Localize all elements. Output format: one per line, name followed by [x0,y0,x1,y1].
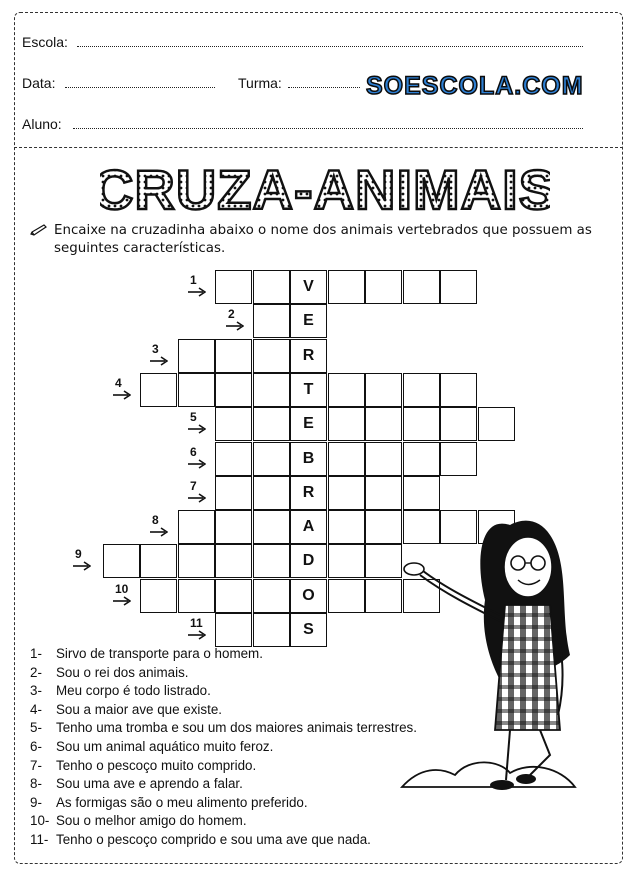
class-line[interactable] [288,87,360,88]
key-letter: T [303,380,314,398]
clue-text: Sou um animal aquático muito feroz. [56,738,274,754]
crossword-cell[interactable] [140,373,177,407]
arrow-right-icon [226,321,244,331]
crossword-cell[interactable] [328,579,365,613]
clue-text: Sou a maior ave que existe. [56,701,222,717]
arrow-right-icon [188,424,206,434]
key-letter: V [303,278,314,295]
clue-number: 6- [30,738,42,754]
site-logo: SOESCOLA.COM [366,72,584,100]
crossword-cell[interactable] [215,270,252,304]
key-letter-cell [290,270,327,304]
crossword-cell[interactable] [403,373,440,407]
clue-item [30,831,530,850]
key-letter-cell [290,442,327,476]
crossword-cell[interactable] [440,373,477,407]
crossword-cell[interactable] [253,579,290,613]
crossword-cell[interactable] [103,544,140,578]
crossword-cell[interactable] [253,544,290,578]
clue-number: 7- [30,757,42,773]
class-label: Turma: [238,75,282,91]
crossword-cell[interactable] [440,270,477,304]
pencil-icon [30,224,48,236]
clue-text: Sou o rei dos animais. [56,664,189,680]
crossword-cell[interactable] [478,407,515,441]
crossword-cell[interactable] [215,373,252,407]
arrow-right-icon [188,493,206,503]
crossword-cell[interactable] [365,544,402,578]
crossword-cell[interactable] [253,510,290,544]
crossword-cell[interactable] [328,510,365,544]
key-letter-cell [290,579,327,613]
crossword-cell[interactable] [403,270,440,304]
row-number: 9 [75,547,82,562]
school-label: Escola: [22,34,68,50]
clue-text: As formigas são o meu alimento preferido. [56,794,308,810]
crossword-cell[interactable] [215,579,252,613]
clue-text: Tenho o pescoço muito comprido. [56,757,257,773]
page-title [100,155,550,220]
crossword-cell[interactable] [253,442,290,476]
crossword-cell[interactable] [365,373,402,407]
row-number: 1 [190,273,197,287]
crossword-cell[interactable] [440,442,477,476]
arrow-right-icon [113,390,131,400]
clue-number: 5- [30,720,42,736]
key-letter-cell [290,544,327,578]
row-number: 8 [152,513,159,528]
crossword-cell[interactable] [328,476,365,510]
class-field [238,75,282,91]
key-letter: R [302,483,315,501]
crossword-cell[interactable] [328,270,365,304]
crossword-cell[interactable] [140,544,177,578]
crossword-cell[interactable] [215,476,252,510]
key-letter: A [302,518,315,536]
crossword-cell[interactable] [403,442,440,476]
crossword-cell[interactable] [178,579,215,613]
clue-number: 10- [30,813,50,829]
arrow-right-icon [150,527,168,537]
crossword-cell[interactable] [365,579,402,613]
clue-text: Sirvo de transporte para o homem. [56,646,263,661]
crossword-cell[interactable] [365,442,402,476]
school-field [22,34,68,50]
key-letter-cell [290,476,327,510]
student-line[interactable] [73,128,583,129]
crossword-cell[interactable] [403,407,440,441]
clue-text: Meu corpo é todo listrado. [56,683,211,699]
key-letter-cell [290,304,327,338]
row-number: 3 [152,341,159,356]
crossword-cell[interactable] [215,442,252,476]
row-number: 6 [190,444,197,459]
girl-illustration [400,505,580,810]
crossword-cell[interactable] [178,339,215,373]
clue-number: 2- [30,664,42,680]
key-letter: S [303,621,314,638]
crossword-cell[interactable] [215,544,252,578]
student-field [22,116,62,132]
crossword-cell[interactable] [365,407,402,441]
key-letter-cell [290,613,327,647]
key-letter: O [302,586,315,604]
crossword-cell[interactable] [140,579,177,613]
clue-text: Tenho o pescoço comprido e sou uma ave que nada. [56,831,371,847]
clue-number: 3- [30,683,42,699]
school-line[interactable] [77,46,583,47]
date-line[interactable] [65,87,215,88]
key-letter: E [303,415,314,433]
crossword-cell[interactable] [178,510,215,544]
crossword-cell[interactable] [253,407,290,441]
arrow-right-icon [188,287,206,297]
key-letter-cell [290,339,327,373]
student-label: Aluno: [22,116,62,132]
instruction-text: Encaixe na cruzadinha abaixo o nome dos animais vertebrados que possuem as seguintes características. [54,223,592,256]
crossword-cell[interactable] [215,407,252,441]
clue-number: 1- [30,646,42,661]
clue-number: 8- [30,776,42,792]
date-field [22,75,55,91]
arrow-right-icon [150,356,168,366]
row-number: 7 [190,478,197,493]
clue-number: 9- [30,794,42,810]
crossword-cell[interactable] [178,544,215,578]
clue-item [30,812,530,831]
crossword-cell[interactable] [215,613,252,647]
crossword-cell[interactable] [215,339,252,373]
row-number: 4 [115,375,122,390]
key-letter: R [302,346,315,364]
crossword-cell[interactable] [328,442,365,476]
crossword-cell[interactable] [328,373,365,407]
crossword-cell[interactable] [253,339,290,373]
arrow-right-icon [188,630,206,640]
key-letter-cell [290,510,327,544]
crossword-cell[interactable] [215,510,252,544]
crossword-cell[interactable] [253,373,290,407]
clue-text: Tenho uma tromba e sou um dos maiores animais terrestres. [56,720,417,736]
key-letter: D [302,552,315,570]
crossword-cell[interactable] [365,476,402,510]
clue-number: 4- [30,701,42,717]
key-letter: E [303,312,314,330]
header-divider [14,147,623,148]
crossword-cell[interactable] [440,407,477,441]
crossword-cell[interactable] [178,373,215,407]
date-label: Data: [22,75,56,91]
crossword-cell[interactable] [253,476,290,510]
clue-text: Sou o melhor amigo do homem. [56,813,247,829]
arrow-right-icon [113,596,131,606]
crossword-cell[interactable] [328,407,365,441]
key-letter: B [302,449,315,467]
crossword-cell[interactable] [365,270,402,304]
clue-text: Sou uma ave e aprendo a falar. [56,776,243,792]
row-number: 11 [190,616,203,630]
crossword-cell[interactable] [328,544,365,578]
arrow-right-icon [73,561,91,571]
title-text: CRUZA-ANIMAIS [100,158,550,220]
row-number: 5 [190,410,197,425]
row-number: 10 [115,581,129,596]
key-letter-cell [290,373,327,407]
row-number: 2 [228,307,235,322]
clue-number: 11- [30,831,49,847]
arrow-right-icon [188,459,206,469]
crossword-cell[interactable] [253,270,290,304]
crossword-cell[interactable] [253,613,290,647]
crossword-cell[interactable] [253,304,290,338]
key-letter-cell [290,407,327,441]
crossword-cell[interactable] [365,510,402,544]
